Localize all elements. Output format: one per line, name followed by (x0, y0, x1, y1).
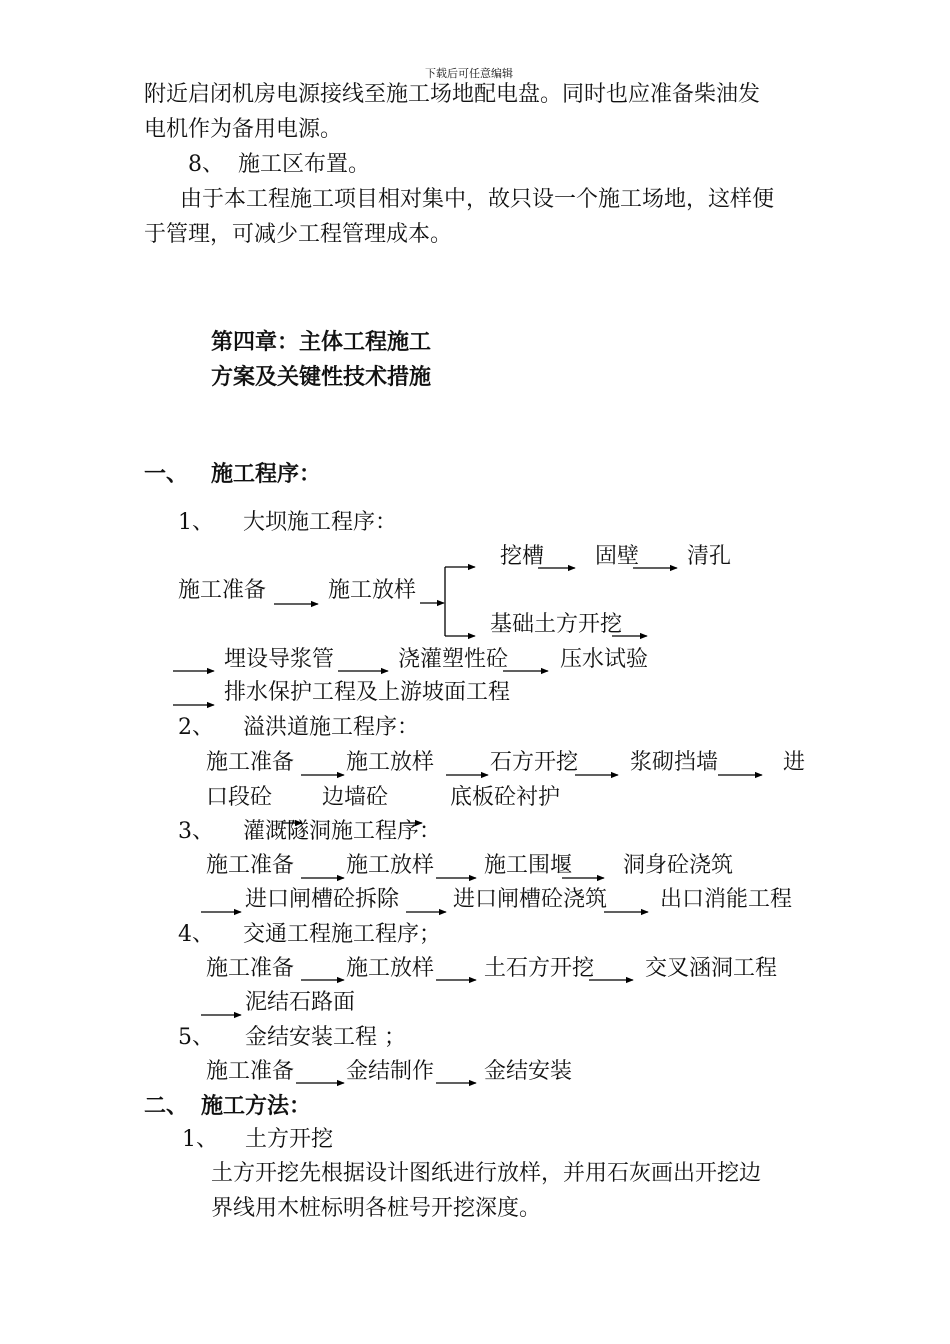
intro-paragraph-line-1: 由于本工程施工项目相对集中，故只设一个施工场地，这样便 (180, 187, 775, 212)
tunnel-number: 3、 (178, 819, 214, 844)
section-2-title: 施工方法： (201, 1094, 312, 1119)
intro-paragraph-line-2: 于管理，可减少工程管理成本。 (144, 222, 453, 247)
spillway-step-2: 施工放样 (346, 750, 435, 775)
method-1-title: 土方开挖 (245, 1127, 334, 1152)
tunnel-step-4: 洞身砼浇筑 (623, 853, 734, 878)
tunnel-step-6: 进口闸槽砼浇筑 (453, 887, 608, 912)
tunnel-step-5: 进口闸槽砼拆除 (245, 887, 400, 912)
section-2-number: 二、 (144, 1094, 189, 1119)
tunnel-step-1: 施工准备 (206, 853, 295, 878)
dam-number: 1、 (178, 510, 214, 535)
metal-step-2: 金结制作 (346, 1059, 435, 1084)
traffic-step-4: 交叉涵洞工程 (645, 956, 778, 981)
traffic-step-3: 土石方开挖 (484, 956, 595, 981)
traffic-title: 交通工程施工程序； (243, 922, 442, 947)
traffic-number: 4、 (178, 922, 214, 947)
metal-title: 金结安装工程 ； (245, 1025, 406, 1050)
spillway-step-3: 石方开挖 (490, 750, 579, 775)
item-8-number: 8、 (188, 152, 224, 177)
dam-step-excavation: 基础土方开挖 (490, 612, 623, 637)
dam-step-test: 压水试验 (560, 647, 649, 672)
spillway-title: 溢洪道施工程序： (243, 715, 420, 740)
tunnel-step-3: 施工围堰 (484, 853, 573, 878)
spillway-step-7: 底板砼衬护 (450, 785, 561, 810)
traffic-step-1: 施工准备 (206, 956, 295, 981)
intro-line-1: 附近启闭机房电源接线至施工场地配电盘。同时也应准备柴油发 (144, 82, 761, 107)
metal-step-1: 施工准备 (206, 1059, 295, 1084)
traffic-step-5: 泥结石路面 (245, 990, 356, 1015)
dam-step-wall: 固壁 (595, 544, 640, 569)
tunnel-step-7: 出口消能工程 (660, 887, 793, 912)
dam-step-pipe: 埋设导浆管 (224, 647, 335, 672)
metal-step-3: 金结安装 (484, 1059, 573, 1084)
intro-line-2: 电机作为备用电源。 (144, 117, 343, 142)
dam-step-clean: 清孔 (687, 544, 732, 569)
traffic-step-2: 施工放样 (346, 956, 435, 981)
dam-title: 大坝施工程序： (243, 510, 398, 535)
chapter-title-line-1: 第四章：主体工程施工 (211, 330, 432, 355)
dam-step-prep: 施工准备 (178, 578, 267, 603)
tunnel-step-2: 施工放样 (346, 853, 435, 878)
item-8-text: 施工区布置。 (238, 152, 371, 177)
spillway-step-1: 施工准备 (206, 750, 295, 775)
dam-step-trench: 挖槽 (500, 544, 545, 569)
spillway-step-5b: 口段砼 (206, 785, 273, 810)
spillway-step-5a: 进 (783, 750, 806, 775)
method-1-paragraph-line-2: 界线用木桩标明各桩号开挖深度。 (211, 1196, 542, 1221)
tunnel-title: 灌溉隧洞施工程序： (243, 819, 442, 844)
page-header: 下载后可任意编辑 (425, 67, 513, 80)
method-1-number: 1、 (182, 1127, 218, 1152)
section-1-number: 一、 (144, 462, 189, 487)
section-1-title: 施工程序： (211, 462, 322, 487)
chapter-title-line-2: 方案及关键性技术措施 (211, 365, 432, 390)
spillway-number: 2、 (178, 715, 214, 740)
metal-number: 5、 (178, 1025, 214, 1050)
dam-step-layout: 施工放样 (328, 578, 417, 603)
dam-step-drain: 排水保护工程及上游坡面工程 (224, 680, 511, 705)
spillway-step-4: 浆砌挡墙 (630, 750, 719, 775)
method-1-paragraph-line-1: 土方开挖先根据设计图纸进行放样，并用石灰画出开挖边 (211, 1161, 762, 1186)
dam-step-pour: 浇灌塑性砼 (398, 647, 509, 672)
spillway-step-6: 边墙砼 (322, 785, 389, 810)
